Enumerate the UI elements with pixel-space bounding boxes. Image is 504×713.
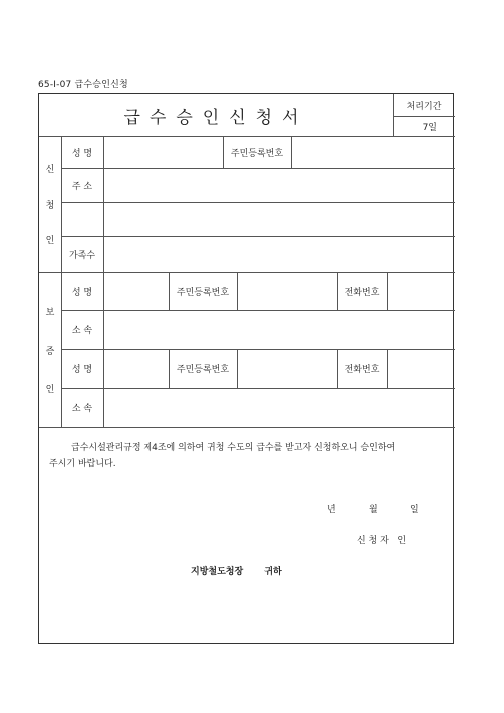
applicant-family-label: 가족수: [68, 250, 96, 261]
processing-period-label: 처리기간: [406, 101, 442, 112]
guarantor-1-name-label: 성 명: [71, 287, 93, 298]
recipient-office: 지방철도청장: [191, 567, 244, 577]
year-label: 년: [327, 505, 336, 515]
form-code: 65-Ⅰ-07 급수승인신청: [38, 80, 128, 90]
request-text-line-1: 급수시설관리규정 제4조에 의하여 귀청 수도의 급수를 받고자 신청하오니 승인하여: [71, 443, 396, 453]
applicant-char-3: 인: [45, 235, 55, 246]
date-line: [39, 502, 455, 516]
recipient-suffix: 귀하: [264, 567, 282, 577]
applicant-address-field-1[interactable]: [103, 168, 455, 202]
applicant-name-field[interactable]: [103, 136, 223, 168]
guarantor-1-name-field[interactable]: [103, 272, 169, 310]
guarantor-section-label: [39, 280, 61, 420]
applicant-address-label: 주 소: [71, 181, 93, 192]
applicant-char-1: 신: [45, 165, 55, 176]
guarantor-1-resident-no-field[interactable]: [237, 272, 337, 310]
applicant-family-field[interactable]: [103, 236, 455, 272]
guarantor-char-1: 보: [45, 308, 55, 319]
guarantor-2-name-field[interactable]: [103, 349, 169, 388]
guarantor-char-3: 인: [45, 384, 55, 395]
signature-label: 신 청 자 인: [357, 536, 407, 546]
guarantor-1-phone-field[interactable]: [387, 272, 455, 310]
request-text-line-2: 주시기 바랍니다.: [49, 459, 116, 469]
guarantor-2-resident-no-field[interactable]: [237, 349, 337, 388]
form-title: 급수승인신청서: [123, 107, 309, 128]
guarantor-char-2: 증: [45, 346, 55, 357]
guarantor-2-affiliation-label: 소 속: [71, 404, 93, 414]
recipient-line: [191, 564, 282, 577]
guarantor-2-name-label: 성 명: [71, 365, 93, 375]
processing-period-value: 7일: [422, 122, 437, 133]
applicant-address-field-2[interactable]: [103, 202, 455, 236]
guarantor-2-affiliation-field[interactable]: [103, 388, 455, 427]
guarantor-1-affiliation-field[interactable]: [103, 310, 455, 349]
request-statement: [39, 440, 453, 472]
applicant-name-label: 성 명: [71, 148, 93, 159]
guarantor-2-phone-label: 전화번호: [344, 365, 380, 375]
guarantor-2-resident-no-label: 주민등록번호: [176, 365, 230, 375]
water-supply-application-form: [38, 93, 454, 644]
applicant-section-label: [39, 140, 61, 268]
guarantor-1-phone-label: 전화번호: [344, 287, 380, 298]
guarantor-1-resident-no-label: 주민등록번호: [176, 287, 230, 298]
applicant-resident-no-field[interactable]: [291, 136, 455, 168]
day-label: 일: [410, 505, 419, 515]
guarantor-2-phone-field[interactable]: [387, 349, 455, 388]
month-label: 월: [369, 505, 378, 515]
guarantor-1-affiliation-label: 소 속: [71, 326, 93, 336]
applicant-resident-no-label: 주민등록번호: [230, 148, 284, 159]
applicant-char-2: 청: [45, 200, 55, 211]
